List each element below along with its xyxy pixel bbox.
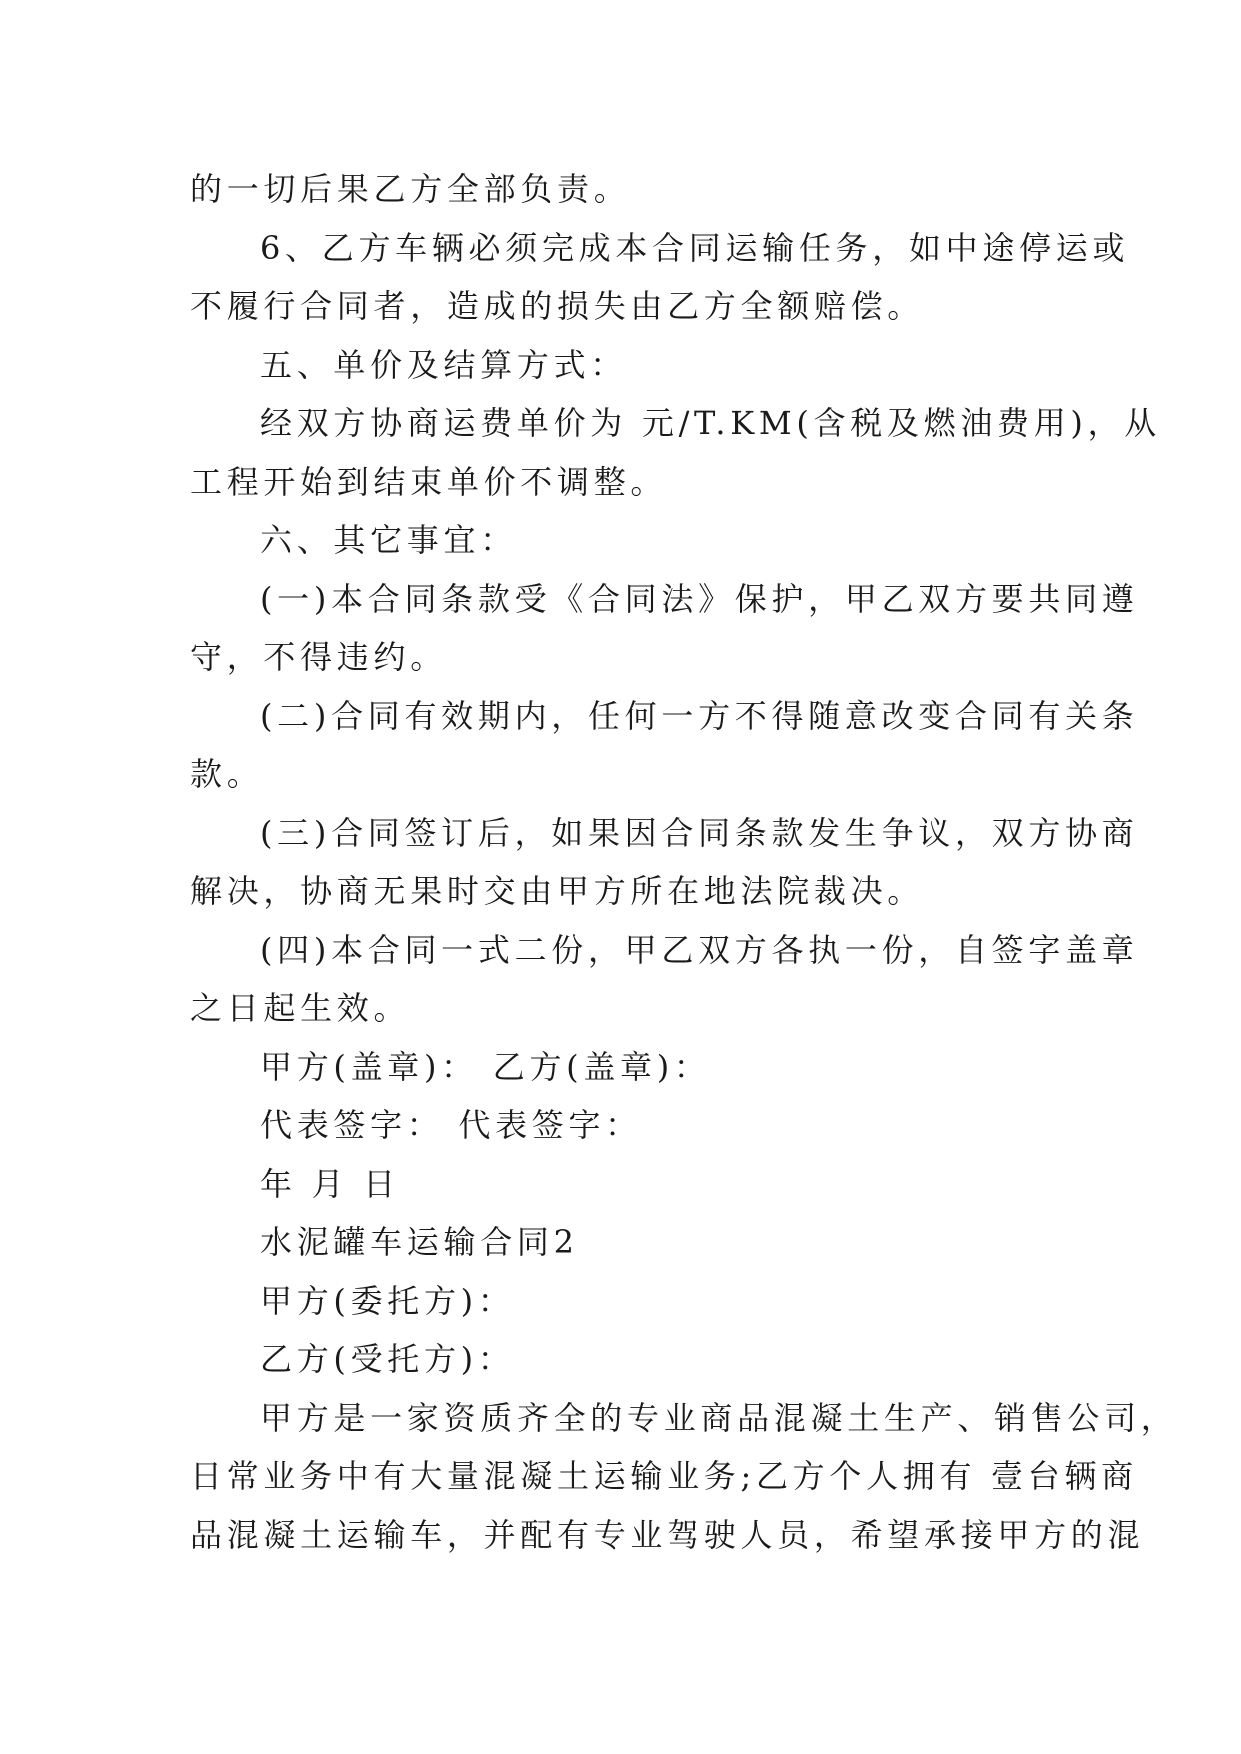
party-line: 乙方(受托方)： — [260, 1340, 515, 1378]
text-line: 工程开始到结束单价不调整。 — [190, 462, 668, 501]
text-line: (四)本合同一式二份，甲乙双方各执一份，自签字盖章 — [260, 930, 1139, 969]
section-heading: 五、单价及结算方式： — [260, 345, 628, 384]
signature-line: 代表签字： 代表签字： — [260, 1106, 642, 1144]
text-line: 日常业务中有大量混凝土运输业务;乙方个人拥有 壹台辆商 — [190, 1457, 1138, 1495]
text-line: (三)合同签订后，如果因合同条款发生争议，双方协商 — [260, 813, 1139, 852]
text-line: 守，不得违约。 — [190, 638, 447, 676]
date-line: 年 月 日 — [260, 1164, 400, 1203]
signature-line: 甲方(盖章)： 乙方(盖章)： — [260, 1047, 711, 1086]
text-line: (二)合同有效期内，任何一方不得随意改变合同有关条 — [260, 696, 1139, 735]
text-line: 的一切后果乙方全部负责。 — [190, 170, 631, 208]
text-line: 解决，协商无果时交由甲方所在地法院裁决。 — [190, 872, 925, 910]
text-line: 之日起生效。 — [190, 989, 411, 1027]
contract-title: 水泥罐车运输合同2 — [260, 1223, 579, 1261]
section-heading: 六、其它事宜： — [260, 521, 517, 559]
text-line: 款。 — [190, 755, 264, 793]
party-line: 甲方(委托方)： — [260, 1281, 515, 1320]
text-line: 不履行合同者，造成的损失由乙方全额赔偿。 — [190, 287, 925, 325]
text-line: 6、乙方车辆必须完成本合同运输任务，如中途停运或 — [260, 228, 1130, 267]
text-line: 品混凝土运输车，并配有专业驾驶人员，希望承接甲方的混 — [190, 1515, 1145, 1554]
text-line: 经双方协商运费单价为 元/T.KM(含税及燃油费用)，从 — [260, 404, 1162, 442]
text-line: (一)本合同条款受《合同法》保护，甲乙双方要共同遵 — [260, 579, 1139, 618]
text-line: 甲方是一家资质齐全的专业商品混凝土生产、销售公司， — [260, 1398, 1178, 1437]
document-page — [190, 160, 1178, 1564]
